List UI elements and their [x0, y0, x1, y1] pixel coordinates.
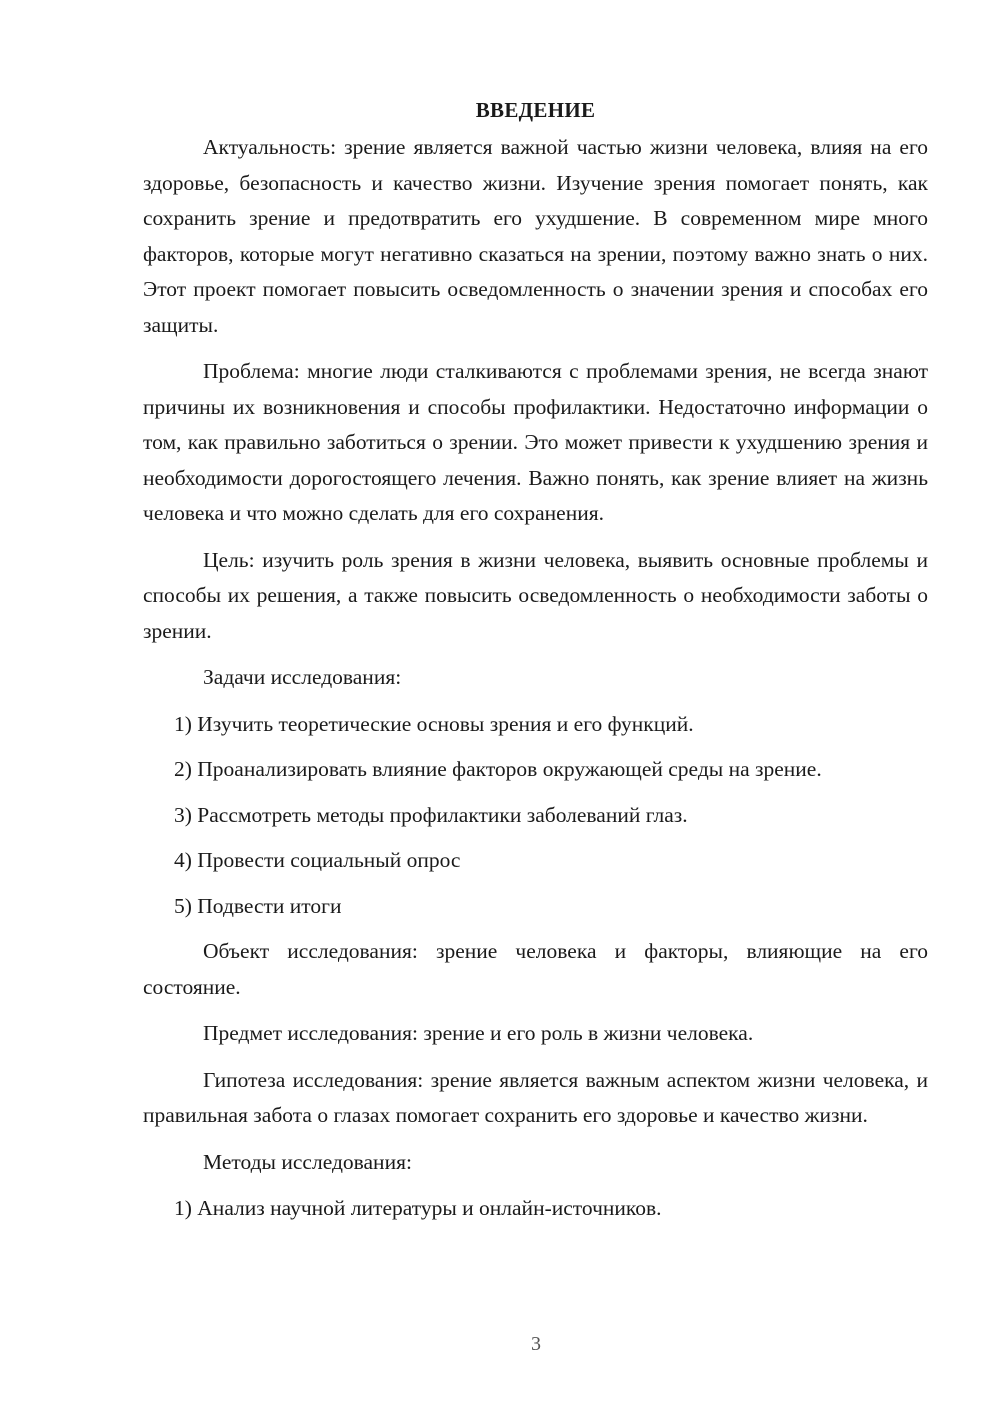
paragraph-subject: Предмет исследования: зрение и его роль в жизни человека.: [203, 1021, 754, 1045]
paragraph-problem: Проблема: многие люди сталкиваются с проблемами зрения, не всегда знают причины их возникновения и способы профилактики. Недостаточно информации о том, как правильно заботиться о зрении. Это может привести к ухудшению зрения и необходимости дорогостоящего лечения. Важно понять, как зрение влияет на жизнь человека и что можно сделать для его сохранения.: [143, 359, 928, 525]
tasks-list: [143, 707, 928, 925]
paragraph-hypothesis: Гипотеза исследования: зрение является важным аспектом жизни человека, и правильная забота о глазах помогает сохранить его здоровье и качество жизни.: [143, 1067, 928, 1127]
list-item: 4) Провести социальный опрос: [174, 848, 461, 872]
list-item: 3) Рассмотреть методы профилактики заболеваний глаз.: [174, 802, 688, 827]
list-item: 1) Анализ научной литературы и онлайн-источников.: [174, 1196, 662, 1220]
page-title: ВВЕДЕНИЕ: [475, 98, 596, 122]
page-number: 3: [531, 1333, 541, 1355]
paragraph-object: Объект исследования: зрение человека и факторы, влияющие на его состояние.: [143, 939, 928, 999]
tasks-label: Задачи исследования:: [203, 665, 402, 689]
document-page: [143, 90, 928, 1237]
list-item: 5) Подвести итоги: [174, 893, 342, 918]
list-item: 1) Изучить теоретические основы зрения и его функций.: [174, 711, 694, 736]
paragraph-goal: Цель: изучить роль зрения в жизни человека, выявить основные проблемы и способы их решения, а также повысить осведомленность о необходимости заботы о зрении.: [143, 547, 928, 643]
list-item: 2) Проанализировать влияние факторов окружающей среды на зрение.: [174, 757, 822, 781]
methods-list: [143, 1191, 928, 1227]
paragraph-relevance: Актуальность: зрение является важной частью жизни человека, влияя на его здоровье, безопасность и качество жизни. Изучение зрения помогает понять, как сохранить зрение и предотвратить его ухудшение. В современном мире много факторов, которые могут негативно сказаться на зрении, поэтому важно знать о них. Этот проект помогает повысить осведомленность о значении зрения и способах его защиты.: [143, 135, 928, 337]
methods-label: Методы исследования:: [203, 1149, 412, 1174]
